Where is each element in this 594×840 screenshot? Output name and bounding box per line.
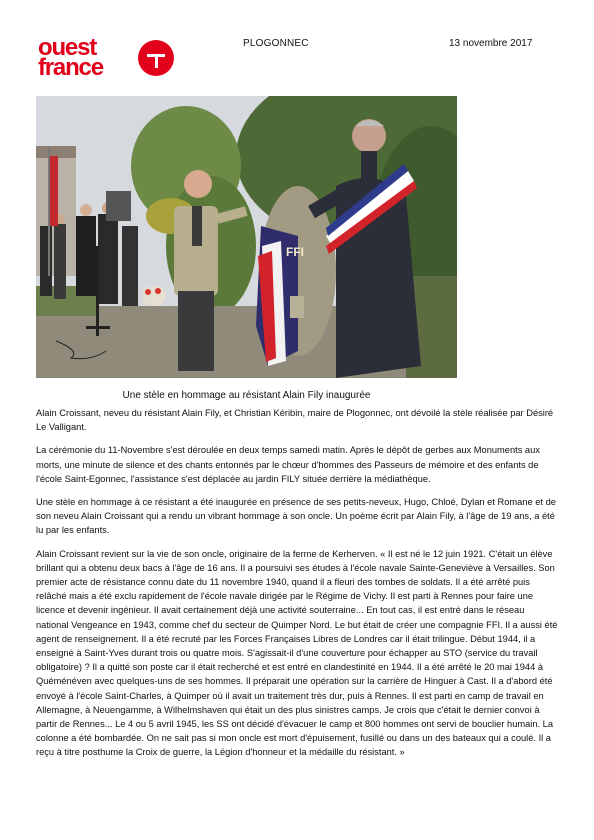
logo-wordmark bbox=[38, 34, 103, 81]
article-body bbox=[36, 406, 558, 769]
ffi-flag-label: FFI bbox=[286, 245, 304, 259]
article-paragraph: La cérémonie du 11-Novembre s'est déroulée en deux temps samedi matin. Après le dépôt de gerbes aux Monuments aux morts, une minute de silence et des chants entonnés par le chœur d'hommes des Passeurs de mémoire et des enfants de l'école Saint-Egonnec, l'assistance s'est déplacée au jardin FILY située derrière la médiathèque. bbox=[36, 445, 540, 484]
logo-line-france: france bbox=[38, 54, 103, 81]
logo-cross-icon bbox=[138, 40, 174, 76]
publication-date: 13 novembre 2017 bbox=[449, 38, 533, 49]
logo-line-ouest: ouest bbox=[38, 34, 97, 61]
ceremony-photo bbox=[36, 96, 457, 378]
article-paragraph: Alain Croissant, neveu du résistant Alain Fily, et Christian Kéribin, maire de Plogonnec, ont dévoilé la stèle réalisée par Désiré Le Valligant. bbox=[36, 408, 554, 433]
article-header bbox=[38, 34, 558, 94]
photo-caption: Une stèle en hommage au résistant Alain Fily inaugurée bbox=[122, 390, 371, 401]
ouest-france-logo bbox=[38, 34, 178, 88]
article-paragraph: Une stèle en hommage à ce résistant a été inaugurée en présence de ses petits-neveux, Hugo, Chloé, Dylan et Romane et de son neveu Alain Croissant qui a rendu un vibrant hommage à son oncle. Un poème écrit par Alain Fily, à l'âge de 19 ans, a été lu par les enfants. bbox=[36, 497, 556, 536]
location-label: PLOGONNEC bbox=[243, 38, 309, 49]
article-paragraph: Alain Croissant revient sur la vie de son oncle, originaire de la ferme de Kerherven. « Il est né le 12 juin 1921. C'était un élève brillant qui a obtenu deux bacs à l'âge de 16 ans. Il a poursuivi ses études à l'école navale Sainte-Geneviève à Versailles. Son premier acte de résistance connu date du 11 novembre 1940, quand il a fleuri des tombes de soldats. Il a été arrêté puis relâché mais a été exclu rapidement de l'école navale dirigée par le Régime de Vichy. Il est parti à Rennes pour faire une licence et devenir ingénieur. Il avait certainement déjà une activité souterraine... En tout cas, il est entré dans le réseau national Vengeance en 1943, comme chef du secteur de Quimper Nord. Le but était de créer une compagnie FFI. Il a aussi été agent de renseignement. Il a été recruté par les Forces Françaises Libres de Londres car il était trilingue. Début 1944, il a enseigné à Saint-Yves durant trois ou quatre mois. S'agissait-il d'une couverture pour échapper au STO (service du travail obligatoire) ? Il a quitté son poste car il était recherché et est entré en clandestinité en 1944. Il a été arrêté le 20 mai 1944 à Quéménéven avec quelques-uns de ses hommes. Il préparait une opération sur la carrière de Hinguer à Cast. Il a d'abord été envoyé à l'école Saint-Charles, à Quimper où il avait un traitement très dur, puis à Rennes. Il est parti en camp de travail en Allemagne, à Neuengamme, à Wilhelmshaven qui était un des plus sinistres camps. Je crois que c'était le dernier convoi à partir de Rennes... Le 4 ou 5 avril 1945, les SS ont décidé d'évacuer le camp et 800 hommes ont servi de bouclier humain. La colonne a été bombardée. On ne sait pas si mon oncle est mort d'épuisement, fusillé ou dans un des bateaux qui a coulé. Il a reçu à titre posthume la Croix de guerre, la Légion d'honneur et la médaille du résistant. » bbox=[36, 548, 558, 758]
